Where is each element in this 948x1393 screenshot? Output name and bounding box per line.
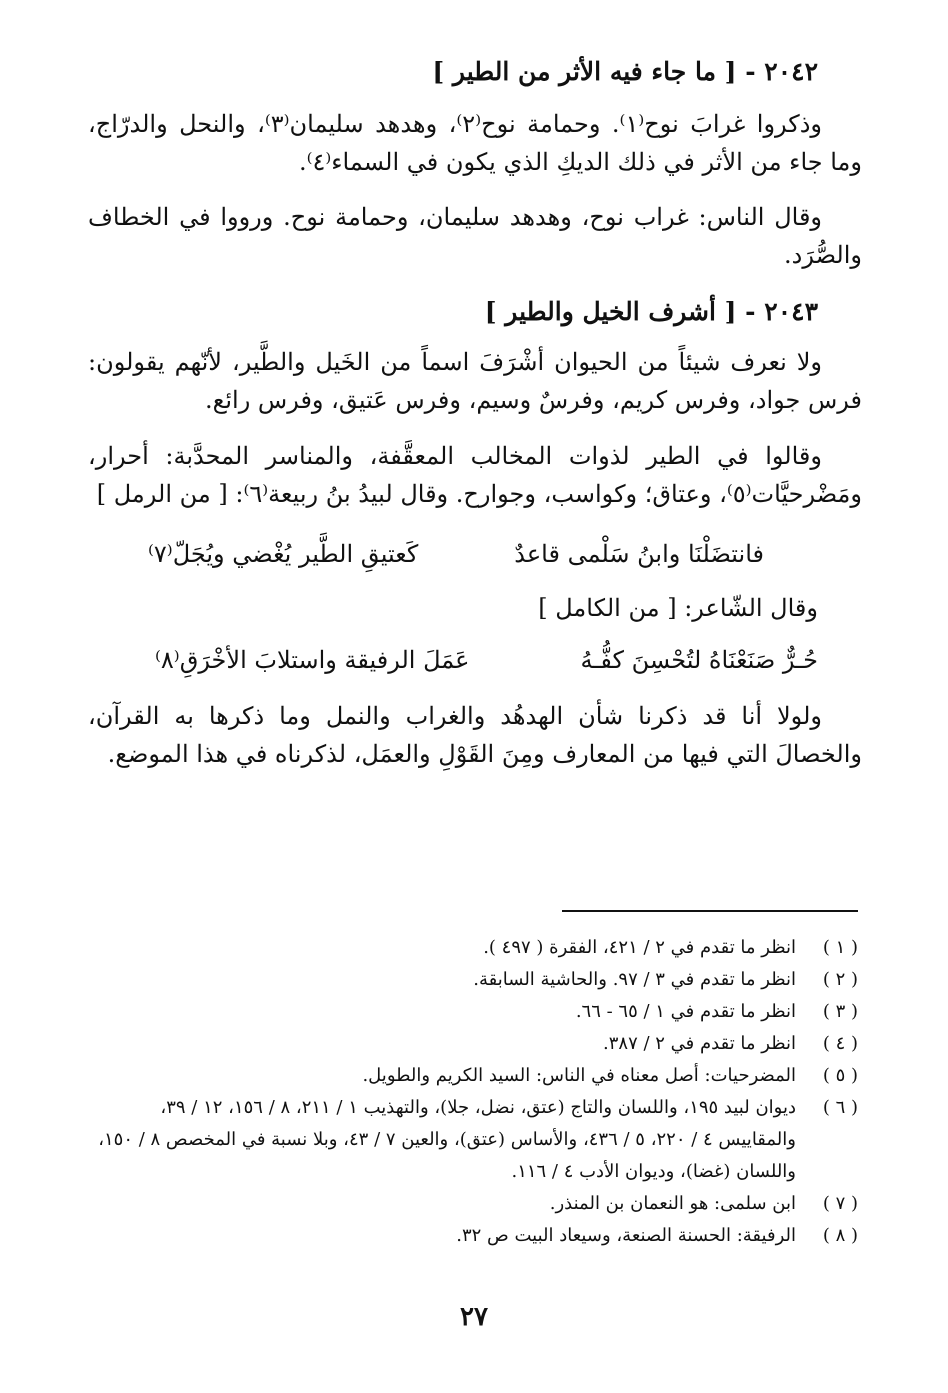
footnote-number: ( ٥ ) bbox=[822, 1065, 858, 1086]
footnotes bbox=[86, 932, 858, 1252]
footnote-number: ( ٤ ) bbox=[822, 1033, 858, 1054]
footnote bbox=[86, 996, 858, 1028]
footnote-text: انظر ما تقدم في ١ / ٦٥ - ٦٦. bbox=[575, 1001, 796, 1022]
page-number: ٢٧ bbox=[460, 1302, 488, 1332]
footnote-text: المضرحيات: أصل معناه في الناس: السيد الكريم والطويل. bbox=[362, 1065, 796, 1086]
footnote bbox=[86, 1028, 858, 1060]
footnote-separator bbox=[562, 910, 858, 912]
paragraph-2043-3: ولولا أنا قد ذكرنا شأن الهدهُد والغراب والنمل وما ذكرها به القرآن، والخصالَ التي فيها من المعارف ومِنَ القَوْلِ والعمَل، لذكرناه في هذا الموضع. bbox=[88, 702, 862, 768]
section-heading-2043: ٢٠٤٣ - [ أشرف الخيل والطير ] bbox=[484, 297, 818, 326]
footnote bbox=[86, 964, 858, 996]
footnote-number: ( ٢ ) bbox=[822, 969, 858, 990]
footnote-number: ( ١ ) bbox=[822, 937, 858, 958]
footnote-text: الرفيقة: الحسنة الصنعة، وسيعاد البيت ص ٣٢. bbox=[456, 1225, 796, 1246]
footnote bbox=[86, 1060, 858, 1092]
paragraph-2043-2: وقالوا في الطير لذوات المخالب المعقَّفة، والمناسر المحدَّبة: أحرار، ومَضْرحيَّات⁽٥⁾، وعتاق؛ وكواسب، وجوارح. وقال لبيدُ بنُ ربيعة⁽٦⁾: [ من الرمل ] bbox=[88, 442, 862, 508]
section-heading-2042: ٢٠٤٢ - [ ما جاء فيه الأثر من الطير ] bbox=[432, 57, 818, 86]
footnote-number: ( ٧ ) bbox=[822, 1193, 858, 1214]
footnote-number: ( ٣ ) bbox=[822, 1001, 858, 1022]
paragraph-2043-1: ولا نعرف شيئاً من الحيوان أشْرَفَ اسماً من الخَيل والطَّير، لأنّهم يقولون: فرس جواد، وفرس كريم، وفرسٌ وسيم، وفرس عَتيق، وفرس رائع. bbox=[88, 348, 862, 414]
paragraph-2042-2: وقال الناس: غراب نوح، وهدهد سليمان، وحمامة نوح. ورووا في الخطاف والصُّرَد. bbox=[88, 203, 862, 269]
verse-2-first-hemistich: حُـرٌّ صَنَعْنَاهُ لتُحْسِنَ كفُّـهُ bbox=[580, 646, 818, 674]
verse-2-second-hemistich: عَمَلَ الرفيقة واستلابَ الأخْرَقِ⁽٨⁾ bbox=[155, 646, 470, 674]
footnote-text: انظر ما تقدم في ٢ / ٤٢١، الفقرة ( ٤٩٧ ). bbox=[483, 937, 796, 958]
footnote-number: ( ٨ ) bbox=[822, 1225, 858, 1246]
footnote-text: ديوان لبيد ١٩٥، واللسان والتاج (عتق، نضل، جلا)، والتهذيب ١ / ٢١١، ٨ / ١٥٦، ١٢ / ٣٩، والمقاييس ٤ / ٢٢٠، ٥ / ٤٣٦، والأساس (عتق)، والعين ٧ / ٤٣، وبلا نسبة في المخصص ٨ / ١٥٠، واللسان (غضا)، وديوان الأدب ٤ / ١١٦. bbox=[98, 1097, 796, 1182]
footnote bbox=[86, 1188, 858, 1220]
footnote-text: ابن سلمى: هو النعمان بن المنذر. bbox=[549, 1193, 796, 1214]
footnote bbox=[86, 1092, 858, 1188]
footnote bbox=[86, 1220, 858, 1252]
paragraph-2042-1: وذكروا غرابَ نوح⁽١⁾. وحمامة نوح⁽٢⁾، وهدهد سليمان⁽٣⁾، والنحل والدرّاج، وما جاء من الأثر في ذلك الديكِ الذي يكون في السماء⁽٤⁾. bbox=[88, 110, 862, 176]
poet-intro: وقال الشّاعر: [ من الكامل ] bbox=[538, 594, 818, 622]
verse-1-first-hemistich: فانتضَلْنَا وابنُ سَلْمى قاعدٌ bbox=[514, 540, 764, 568]
verse-1-second-hemistich: كَعتيقِ الطَّير يُغْضي ويُجَلّ⁽٧⁾ bbox=[148, 540, 419, 568]
footnote-text: انظر ما تقدم في ٣ / ٩٧. والحاشية السابقة. bbox=[473, 969, 796, 990]
footnote-text: انظر ما تقدم في ٢ / ٣٨٧. bbox=[603, 1033, 796, 1054]
footnote-number: ( ٦ ) bbox=[822, 1097, 858, 1118]
footnote bbox=[86, 932, 858, 964]
